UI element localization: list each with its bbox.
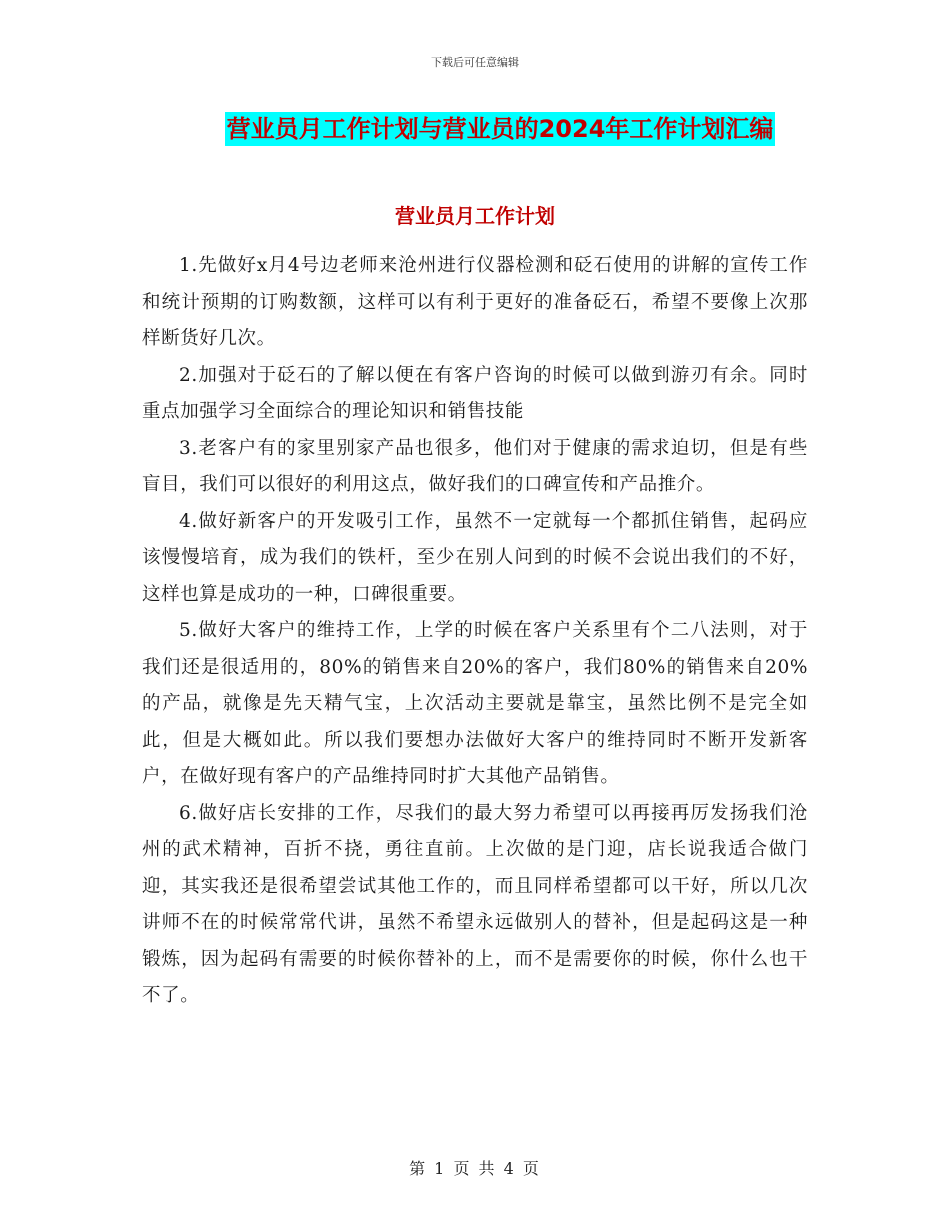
paragraph-2: 2.加强对于砭石的了解以便在有客户咨询的时候可以做到游刃有余。同时重点加强学习全面综合的理论知识和销售技能 xyxy=(142,364,808,422)
document-title: 营业员月工作计划与营业员的2024年工作计划汇编 xyxy=(225,112,776,146)
page-number: 第 1 页 共 4 页 xyxy=(409,1159,541,1178)
document-title-container xyxy=(0,112,950,146)
paragraph-4: 4.做好新客户的开发吸引工作，虽然不一定就每一个都抓住销售，起码应该慢慢培育，成为我们的铁杆，至少在别人问到的时候不会说出我们的不好，这样也算是成功的一种，口碑很重要。 xyxy=(142,510,808,605)
section-title: 营业员月工作计划 xyxy=(395,204,555,228)
document-body xyxy=(142,248,808,1015)
paragraph-6: 6.做好店长安排的工作，尽我们的最大努力希望可以再接再厉发扬我们沧州的武术精神，百折不挠，勇往直前。上次做的是门迎，店长说我适合做门迎，其实我还是很希望尝试其他工作的，而且同样希望都可以干好，所以几次讲师不在的时候常常代讲，虽然不希望永远做别人的替补，但是起码这是一种锻炼，因为起码有需要的时候你替补的上，而不是需要你的时候，你什么也干不了。 xyxy=(142,802,808,1006)
header-note: 下载后可任意编辑 xyxy=(431,56,519,69)
paragraph-1: 1.先做好x月4号边老师来沧州进行仪器检测和砭石使用的讲解的宣传工作和统计预期的订购数额，这样可以有利于更好的准备砭石，希望不要像上次那样断货好几次。 xyxy=(142,255,808,349)
paragraph-3: 3.老客户有的家里别家产品也很多，他们对于健康的需求迫切，但是有些盲目，我们可以很好的利用这点，做好我们的口碑宣传和产品推介。 xyxy=(142,437,808,495)
paragraph-5: 5.做好大客户的维持工作，上学的时候在客户关系里有个二八法则，对于我们还是很适用的，80%的销售来自20%的客户，我们80%的销售来自20%的产品，就像是先天精气宝，上次活动主要就是靠宝，虽然比例不是完全如此，但是大概如此。所以我们要想办法做好大客户的维持同时不断开发新客户，在做好现有客户的产品维持同时扩大其他产品销售。 xyxy=(142,620,808,787)
